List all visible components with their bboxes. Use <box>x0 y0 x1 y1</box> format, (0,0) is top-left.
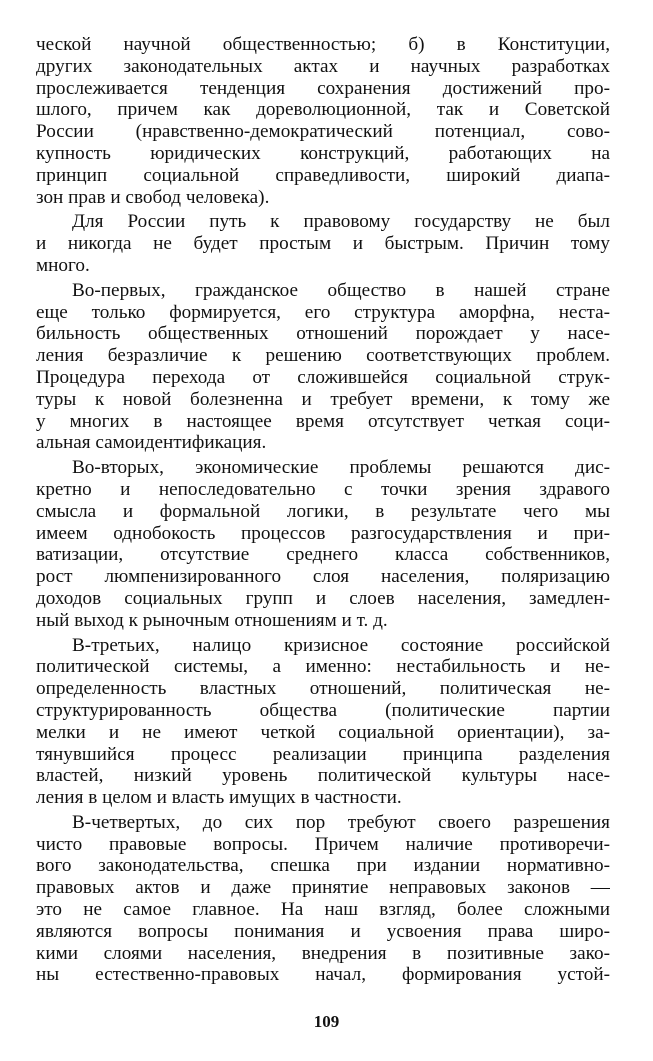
text-line: России (нравственно-демократический потенциал, сово- <box>36 121 610 143</box>
text-line: чисто правовые вопросы. Причем наличие противоречи- <box>36 833 610 855</box>
text-line: структурированность общества (политические партии <box>36 699 610 721</box>
paragraph <box>36 211 610 276</box>
text-line: смысла и формальной логики, в результате чего мы <box>36 500 610 522</box>
text-line: прослеживается тенденция сохранения достижений про- <box>36 77 610 99</box>
text-line: купность юридических конструкций, работающих на <box>36 142 610 164</box>
text-line: бильность общественных отношений порождает у насе- <box>36 323 610 345</box>
text-line: кими слоями населения, внедрения в позитивные зако- <box>36 942 610 964</box>
text-line: Во-вторых, экономические проблемы решаются дис- <box>72 457 610 479</box>
text-line: шлого, причем как дореволюционной, так и Советской <box>36 99 610 121</box>
paragraph <box>36 280 610 454</box>
text-line: кретно и непоследовательно с точки зрения здравого <box>36 478 610 500</box>
text-line: зон прав и свобод человека). <box>36 186 270 208</box>
text-line: ления безразличие к решению соответствующих проблем. <box>36 345 610 367</box>
text-line: других законодательных актах и научных разработках <box>36 55 610 77</box>
text-line: мелки и не имеют четкой социальной ориентации), за- <box>36 721 610 743</box>
text-line: рост люмпенизированного слоя населения, поляризацию <box>36 566 610 588</box>
text-line: правовых актов и даже принятие неправовых законов — <box>36 877 610 899</box>
text-line: это не самое главное. На наш взгляд, более сложными <box>36 899 610 921</box>
text-line: В-четвертых, до сих пор требуют своего разрешения <box>72 811 610 833</box>
text-line: имеем однобокость процессов разгосударствления и при- <box>36 522 610 544</box>
page-number: 109 <box>313 1012 340 1031</box>
text-line: туры к новой болезненна и требует времени, к тому же <box>36 388 610 410</box>
text-line: властей, низкий уровень политической культуры насе- <box>36 765 610 787</box>
text-line: еще только формируется, его структура аморфна, неста- <box>36 301 610 323</box>
text-line: В-третьих, налицо кризисное состояние российской <box>72 634 610 656</box>
text-line: доходов социальных групп и слоев населения, замедлен- <box>36 587 610 609</box>
text-line: и никогда не будет простым и быстрым. Причин тому <box>36 233 610 255</box>
text-line: ны естественно-правовых начал, формирования устой- <box>36 964 610 986</box>
page-body <box>36 34 610 989</box>
text-line: принцип социальной справедливости, широкий диапа- <box>36 164 610 186</box>
text-line: определенность властных отношений, политическая не- <box>36 678 610 700</box>
text-line: политической системы, а именно: нестабильность и не- <box>36 656 610 678</box>
text-line: ватизации, отсутствие среднего класса собственников, <box>36 544 610 566</box>
paragraph <box>36 812 610 986</box>
text-line: ный выход к рыночным отношениям и т. д. <box>36 609 388 631</box>
paragraph <box>36 635 610 809</box>
text-line: тянувшийся процесс реализации принципа разделения <box>36 743 610 765</box>
text-line: ческой научной общественностью; б) в Конституции, <box>36 34 610 55</box>
text-line: Для России путь к правовому государству не был <box>72 211 610 233</box>
paragraph <box>36 34 610 208</box>
text-line: Во-первых, гражданское общество в нашей стране <box>72 279 610 301</box>
text-line: вого законодательства, спешка при издании нормативно- <box>36 855 610 877</box>
text-line: ления в целом и власть имущих в частности. <box>36 787 402 809</box>
paragraph <box>36 457 610 631</box>
text-line: являются вопросы понимания и усвоения права широ- <box>36 920 610 942</box>
text-line: альная самоидентификация. <box>36 432 267 454</box>
text-line: у многих в настоящее время отсутствует четкая соци- <box>36 410 610 432</box>
text-line: много. <box>36 254 90 276</box>
text-line: Процедура перехода от сложившейся социальной струк- <box>36 366 610 388</box>
